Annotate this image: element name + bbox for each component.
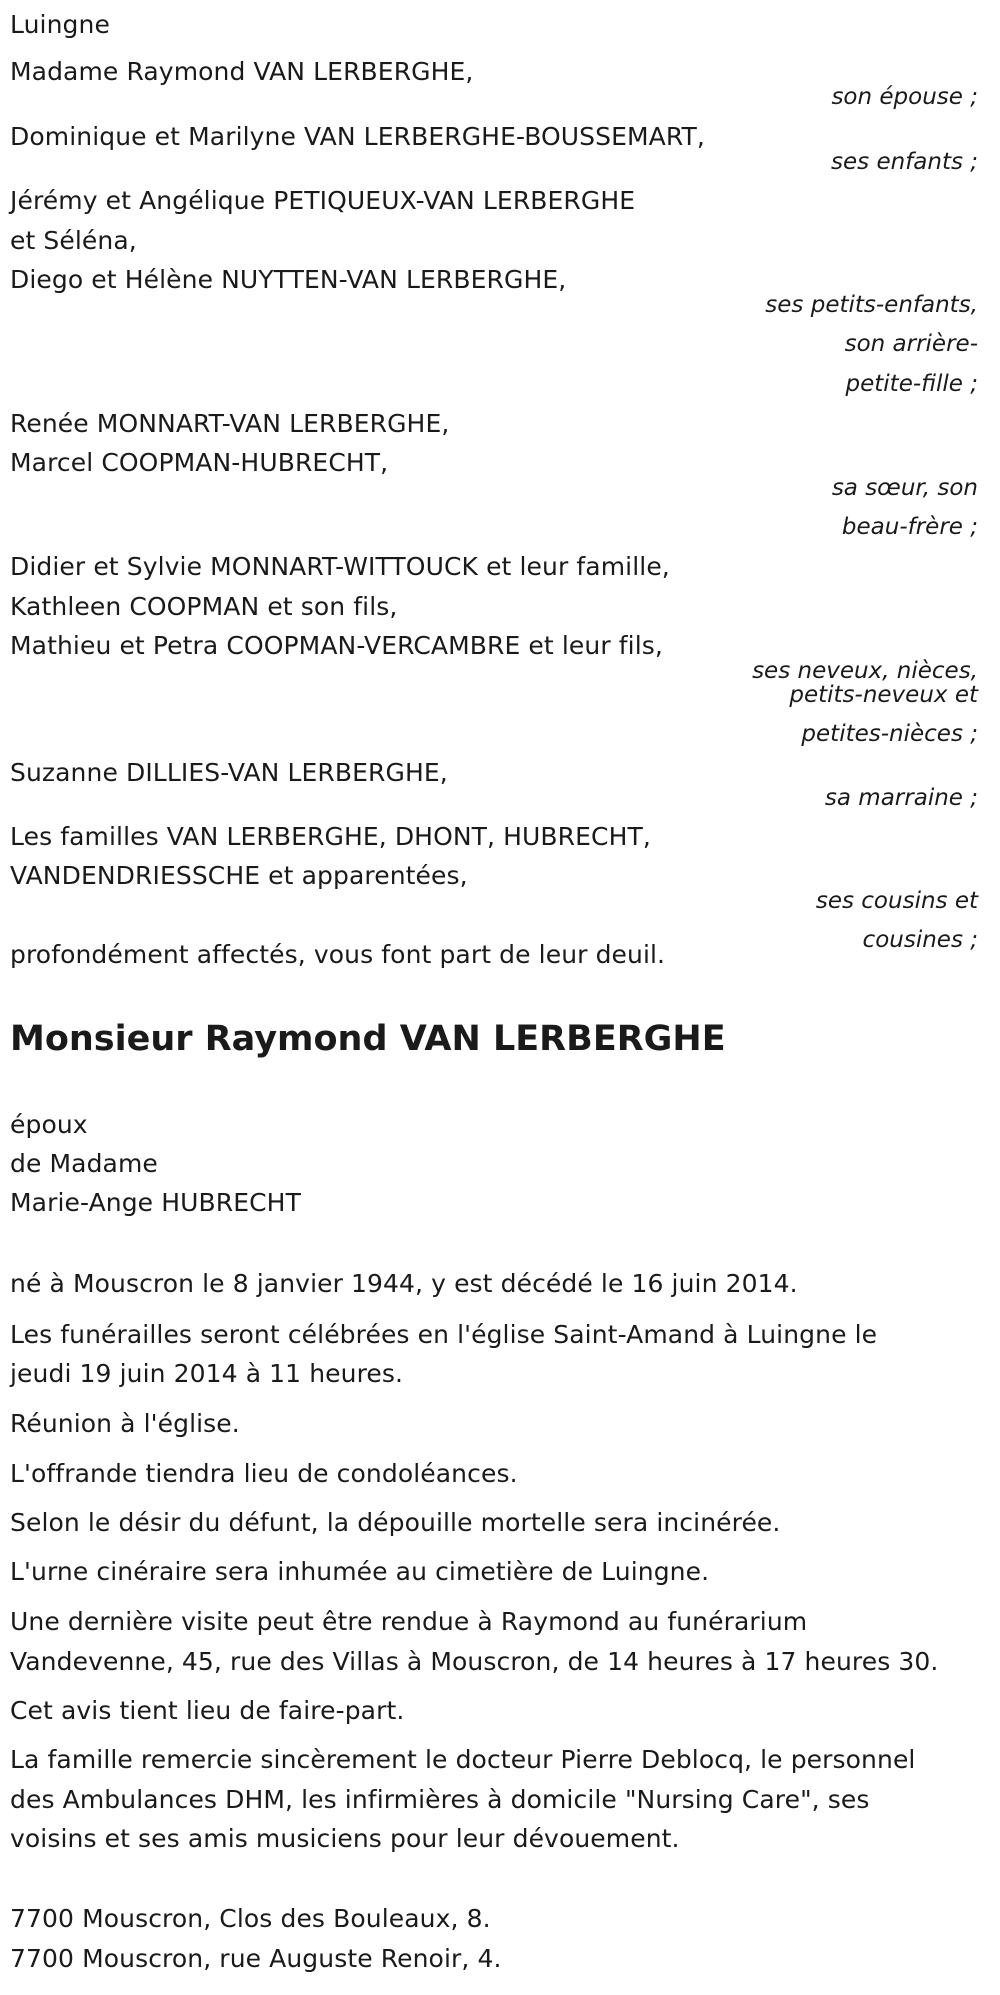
address-line: 7700 Mouscron, Clos des Bouleaux, 8.	[10, 1904, 491, 1933]
relation-line: ses enfants ;	[831, 149, 978, 175]
family-name-line: Kathleen COOPMAN et son fils,	[10, 592, 398, 621]
paragraph-line: né à Mouscron le 8 janvier 1944, y est décédé le 16 juin 2014.	[10, 1269, 798, 1298]
family-name-line: Madame Raymond VAN LERBERGHE,	[10, 57, 474, 86]
announcement: profondément affectés, vous font part de leur deuil.	[10, 940, 666, 969]
relation-line: ses cousins et	[815, 888, 978, 914]
paragraph-line: La famille remercie sincèrement le docteur Pierre Deblocq, le personnel	[10, 1745, 916, 1774]
paragraph-line: jeudi 19 juin 2014 à 11 heures.	[10, 1359, 404, 1388]
paragraph-line: des Ambulances DHM, les infirmières à domicile "Nursing Care", ses	[10, 1785, 870, 1814]
address-line: 7700 Mouscron, rue Auguste Renoir, 4.	[10, 1944, 502, 1973]
family-name-line: Didier et Sylvie MONNART-WITTOUCK et leur famille,	[10, 552, 670, 581]
paragraph-line: Vandevenne, 45, rue des Villas à Mouscron, de 14 heures à 17 heures 30.	[10, 1647, 939, 1676]
relation-line: sa marraine ;	[824, 785, 978, 811]
family-name-line: et Séléna,	[10, 226, 137, 255]
relation-line: son épouse ;	[831, 84, 978, 110]
relation-line: beau-frère ;	[841, 514, 978, 540]
relation-line: ses neveux, nièces,	[752, 658, 978, 684]
paragraph-line: L'urne cinéraire sera inhumée au cimetière de Luingne.	[10, 1557, 710, 1586]
family-name-line: Mathieu et Petra COOPMAN-VERCAMBRE et leur fils,	[10, 631, 663, 660]
relation-line: petits-neveux et	[789, 682, 978, 708]
spouse-line: époux	[10, 1110, 88, 1139]
family-name-line: Les familles VAN LERBERGHE, DHONT, HUBRECHT,	[10, 822, 651, 851]
relation-line: cousines ;	[862, 927, 978, 953]
paragraph-line: Une dernière visite peut être rendue à Raymond au funérarium	[10, 1607, 808, 1636]
family-name-line: Dominique et Marilyne VAN LERBERGHE-BOUSSEMART,	[10, 122, 705, 151]
spouse-line: de Madame	[10, 1149, 158, 1178]
spouse-line: Marie-Ange HUBRECHT	[10, 1188, 301, 1217]
paragraph-line: L'offrande tiendra lieu de condoléances.	[10, 1459, 518, 1488]
family-name-line: Marcel COOPMAN-HUBRECHT,	[10, 448, 389, 477]
family-name-line: Suzanne DILLIES-VAN LERBERGHE,	[10, 758, 448, 787]
relation-line: sa sœur, son	[831, 475, 978, 501]
paragraph-line: Cet avis tient lieu de faire-part.	[10, 1696, 405, 1725]
relation-line: petite-fille ;	[845, 371, 978, 397]
deceased-name: Monsieur Raymond VAN LERBERGHE	[10, 1019, 726, 1059]
family-name-line: Diego et Hélène NUYTTEN-VAN LERBERGHE,	[10, 265, 567, 294]
location: Luingne	[10, 10, 110, 39]
family-name-line: Jérémy et Angélique PETIQUEUX-VAN LERBERGHE	[10, 186, 636, 215]
relation-line: son arrière-	[844, 331, 978, 357]
family-name-line: VANDENDRIESSCHE et apparentées,	[10, 861, 468, 890]
paragraph-line: Selon le désir du défunt, la dépouille mortelle sera incinérée.	[10, 1508, 781, 1537]
paragraph-line: Réunion à l'église.	[10, 1409, 240, 1438]
relation-line: ses petits-enfants,	[765, 292, 978, 318]
paragraph-line: voisins et ses amis musiciens pour leur dévouement.	[10, 1824, 680, 1853]
paragraph-line: Les funérailles seront célébrées en l'église Saint-Amand à Luingne le	[10, 1320, 878, 1349]
relation-line: petites-nièces ;	[801, 721, 978, 747]
family-name-line: Renée MONNART-VAN LERBERGHE,	[10, 409, 450, 438]
